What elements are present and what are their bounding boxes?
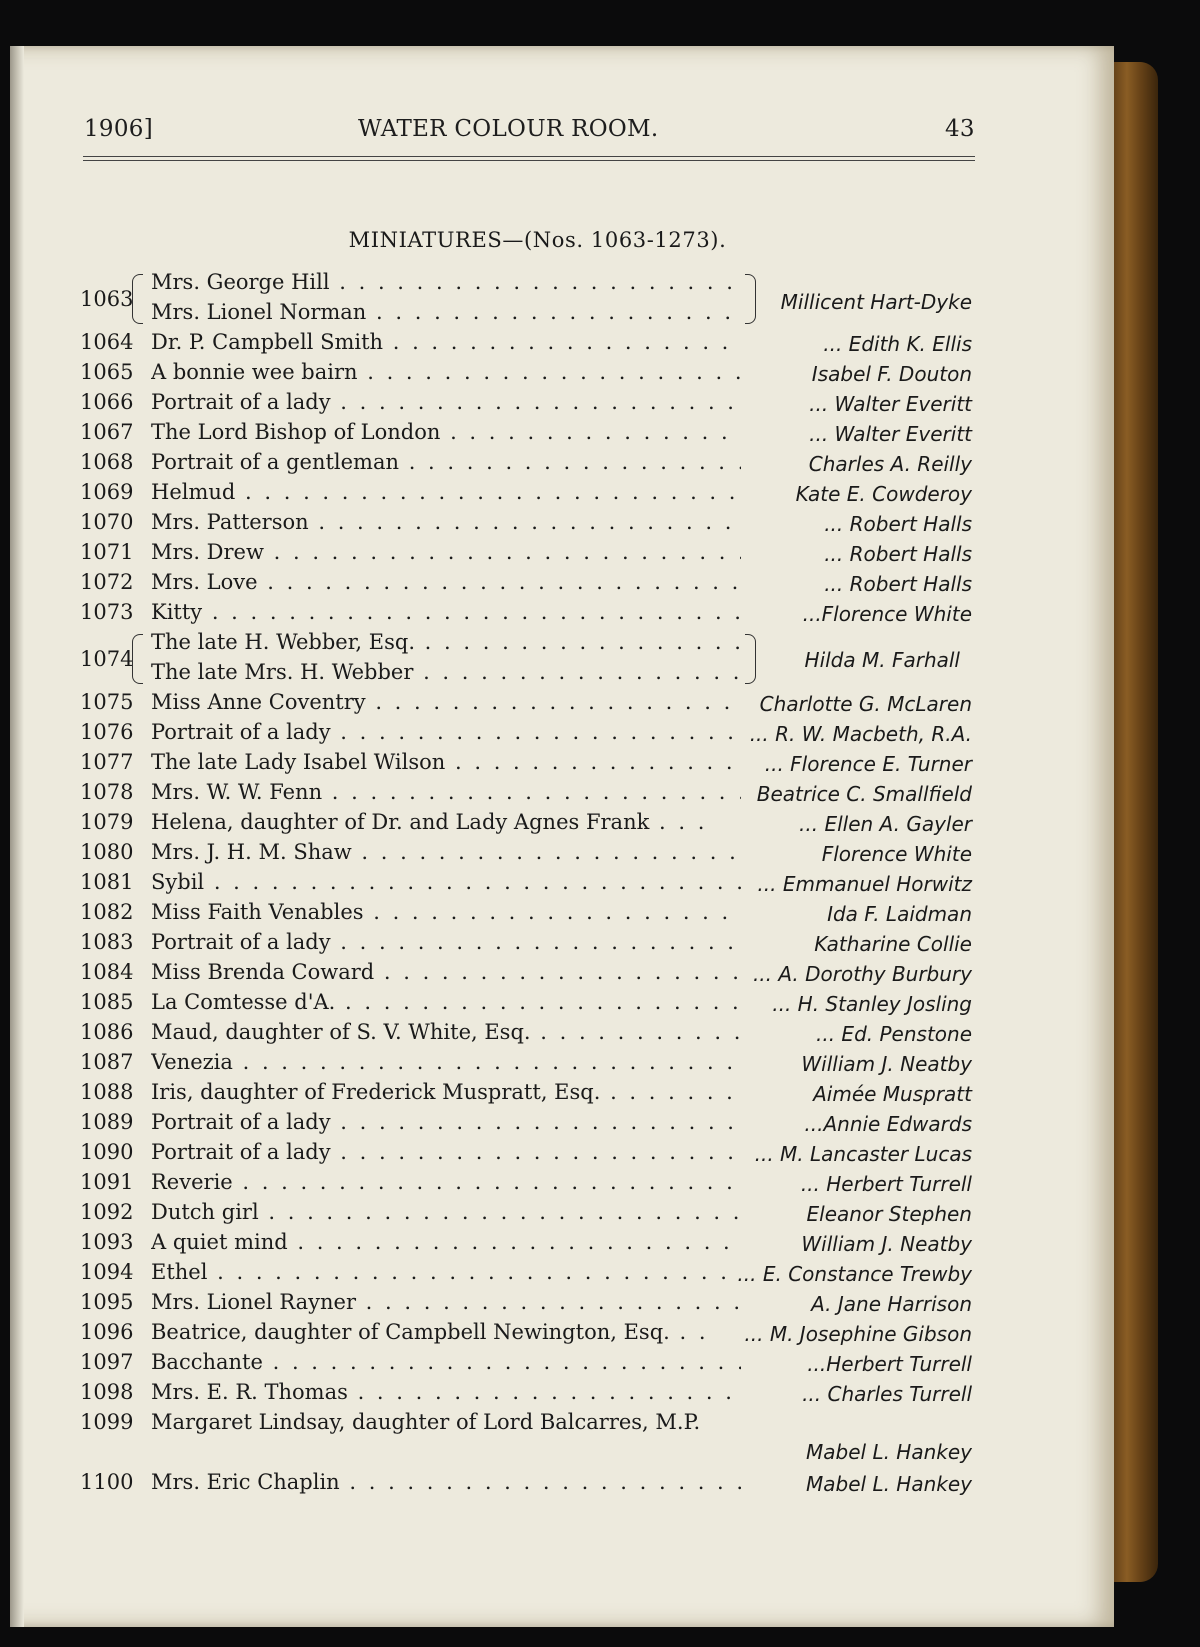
entry-title: Mrs. Eric Chaplin . . . (151, 1470, 741, 1494)
entry-title: A quiet mind . . . (151, 1230, 741, 1254)
catalogue-number: 1086 (80, 1020, 134, 1044)
entry-title: Ethel . . . (151, 1260, 741, 1284)
entry-title: Beatrice, daughter of Campbell Newington, Esq. . . . (151, 1320, 707, 1344)
catalogue-number: 1071 (80, 540, 134, 564)
catalogue-number: 1067 (80, 420, 134, 444)
catalogue-number: 1092 (80, 1200, 134, 1224)
catalogue-number: 1069 (80, 480, 134, 504)
catalogue-number: 1090 (80, 1140, 134, 1164)
catalogue-number: 1073 (80, 600, 134, 624)
catalogue-number: 1088 (80, 1080, 134, 1104)
entry-title: Bacchante . . . (151, 1350, 741, 1374)
artist-name: ... Walter Everitt (809, 392, 972, 416)
book-cover-edge (1110, 62, 1158, 1582)
right-brace (745, 274, 756, 324)
catalogue-number: 1079 (80, 810, 134, 834)
entry-title: Mrs. Lionel Norman . . . (151, 300, 741, 324)
entry-title: The Lord Bishop of London . . . (151, 420, 741, 444)
artist-name: Eleanor Stephen (806, 1202, 972, 1226)
catalogue-number: 1095 (80, 1290, 134, 1314)
entry-title: Mrs. George Hill . . . (151, 270, 741, 294)
artist-name: ... Ed. Penstone (816, 1022, 972, 1046)
entry-title: Kitty . . . (151, 600, 741, 624)
catalogue-number: 1065 (80, 360, 134, 384)
entry-title: Mrs. E. R. Thomas . . . (151, 1380, 741, 1404)
artist-name: Mabel L. Hankey (806, 1440, 972, 1464)
artist-name: William J. Neatby (801, 1232, 972, 1256)
entry-title: Miss Anne Coventry . . . (151, 690, 741, 714)
entry-title: Helena, daughter of Dr. and Lady Agnes Frank . . . (151, 810, 707, 834)
artist-name: Katharine Collie (814, 932, 972, 956)
catalogue-number: 1100 (80, 1470, 134, 1494)
entry-title: La Comtesse d'A. . . . (151, 990, 741, 1014)
catalogue-number: 1076 (80, 720, 134, 744)
entry-title: Mrs. Lionel Rayner . . . (151, 1290, 741, 1314)
header-year: 1906] (84, 116, 154, 142)
artist-name: ... Herbert Turrell (800, 1172, 972, 1196)
header-rule (83, 156, 975, 157)
catalogue-number: 1089 (80, 1110, 134, 1134)
artist-name: ... Robert Halls (824, 542, 972, 566)
artist-name: ... M. Josephine Gibson (744, 1322, 972, 1346)
artist-name: ... Charles Turrell (802, 1382, 972, 1406)
right-brace (745, 634, 756, 684)
page-gutter (10, 46, 24, 1627)
entry-title: Portrait of a lady . . . (151, 1140, 741, 1164)
entry-title: Mrs. Drew . . . (151, 540, 741, 564)
catalogue-number: 1098 (80, 1380, 134, 1404)
artist-name: ... Emmanuel Horwitz (757, 872, 972, 896)
catalogue-number: 1093 (80, 1230, 134, 1254)
artist-name: Mabel L. Hankey (806, 1472, 972, 1496)
artist-name: ...Florence White (802, 602, 972, 626)
entry-title: Miss Faith Venables . . . (151, 900, 741, 924)
artist-name: ... Ellen A. Gayler (799, 812, 972, 836)
artist-name: Hilda M. Farhall (804, 648, 960, 672)
left-brace (132, 634, 143, 684)
entry-title: Sybil . . . (151, 870, 741, 894)
entry-title: Portrait of a lady . . . (151, 720, 741, 744)
catalogue-number: 1099 (80, 1410, 134, 1434)
artist-name: Charlotte G. McLaren (759, 692, 972, 716)
catalogue-number: 1063 (80, 287, 134, 311)
catalogue-number: 1081 (80, 870, 134, 894)
entry-title: Mrs. J. H. M. Shaw . . . (151, 840, 741, 864)
artist-name: A. Jane Harrison (811, 1292, 972, 1316)
artist-name: ... Robert Halls (824, 512, 972, 536)
entry-title: Reverie . . . (151, 1170, 741, 1194)
catalogue-number: 1066 (80, 390, 134, 414)
entry-title: Venezia . . . (151, 1050, 741, 1074)
catalogue-number: 1094 (80, 1260, 134, 1284)
catalogue-number: 1075 (80, 690, 134, 714)
entry-title: Miss Brenda Coward . . . (151, 960, 741, 984)
artist-name: ... E. Constance Trewby (737, 1262, 972, 1286)
entry-title: Portrait of a lady . . . (151, 930, 741, 954)
catalogue-number: 1078 (80, 780, 134, 804)
artist-name: ... H. Stanley Josling (772, 992, 972, 1016)
artist-name: ...Herbert Turrell (807, 1352, 972, 1376)
section-title: MINIATURES—(Nos. 1063-1273). (348, 228, 727, 252)
artist-name: ... Robert Halls (824, 572, 972, 596)
catalogue-number: 1082 (80, 900, 134, 924)
header-room: WATER COLOUR ROOM. (358, 116, 659, 142)
catalogue-number: 1074 (80, 647, 134, 671)
entry-title: Mrs. W. W. Fenn . . . (151, 780, 741, 804)
artist-name: ... M. Lancaster Lucas (754, 1142, 972, 1166)
artist-name: ... A. Dorothy Burbury (752, 962, 972, 986)
artist-name: Millicent Hart-Dyke (780, 290, 972, 314)
artist-name: ... Walter Everitt (809, 422, 972, 446)
entry-title: The late Mrs. H. Webber . . . (151, 660, 741, 684)
artist-name: Florence White (821, 842, 972, 866)
entry-title: Helmud . . . (151, 480, 741, 504)
artist-name: ... Edith K. Ellis (823, 332, 972, 356)
artist-name: Beatrice C. Smallfield (756, 782, 972, 806)
catalogue-number: 1097 (80, 1350, 134, 1374)
catalogue-number: 1070 (80, 510, 134, 534)
catalogue-number: 1085 (80, 990, 134, 1014)
entry-title: Maud, daughter of S. V. White, Esq. . . . (151, 1020, 741, 1044)
catalogue-number: 1072 (80, 570, 134, 594)
catalogue-number: 1064 (80, 330, 134, 354)
artist-name: Ida F. Laidman (827, 902, 972, 926)
catalogue-number: 1083 (80, 930, 134, 954)
catalogue-number: 1096 (80, 1320, 134, 1344)
artist-name: Charles A. Reilly (808, 452, 972, 476)
catalogue-number: 1080 (80, 840, 134, 864)
catalogue-number: 1087 (80, 1050, 134, 1074)
artist-name: Aimée Muspratt (813, 1082, 972, 1106)
entry-title: A bonnie wee bairn . . . (151, 360, 741, 384)
entry-title: Mrs. Love . . . (151, 570, 741, 594)
left-brace (132, 274, 143, 324)
entry-title: Iris, daughter of Frederick Muspratt, Esq. . . . (151, 1080, 741, 1104)
entry-title: Portrait of a lady . . . (151, 390, 741, 414)
artist-name: ... Florence E. Turner (764, 752, 972, 776)
header-rule-second (83, 160, 975, 161)
artist-name: ...Annie Edwards (804, 1112, 972, 1136)
entry-title: Margaret Lindsay, daughter of Lord Balcarres, M.P. (151, 1410, 701, 1434)
entry-title: Mrs. Patterson . . . (151, 510, 741, 534)
catalogue-number: 1068 (80, 450, 134, 474)
entry-title: Dutch girl . . . (151, 1200, 741, 1224)
entry-title: The late Lady Isabel Wilson . . . (151, 750, 741, 774)
entry-title: The late H. Webber, Esq. . . . (151, 630, 741, 654)
header-page-number: 43 (945, 116, 975, 142)
entry-title: Portrait of a lady . . . (151, 1110, 741, 1134)
entry-title: Portrait of a gentleman . . . (151, 450, 741, 474)
artist-name: Isabel F. Douton (811, 362, 972, 386)
artist-name: William J. Neatby (801, 1052, 972, 1076)
entry-title: Dr. P. Campbell Smith . . . (151, 330, 741, 354)
artist-name: Kate E. Cowderoy (795, 482, 972, 506)
catalogue-number: 1091 (80, 1170, 134, 1194)
catalogue-number: 1077 (80, 750, 134, 774)
artist-name: ... R. W. Macbeth, R.A. (749, 722, 972, 746)
catalogue-number: 1084 (80, 960, 134, 984)
